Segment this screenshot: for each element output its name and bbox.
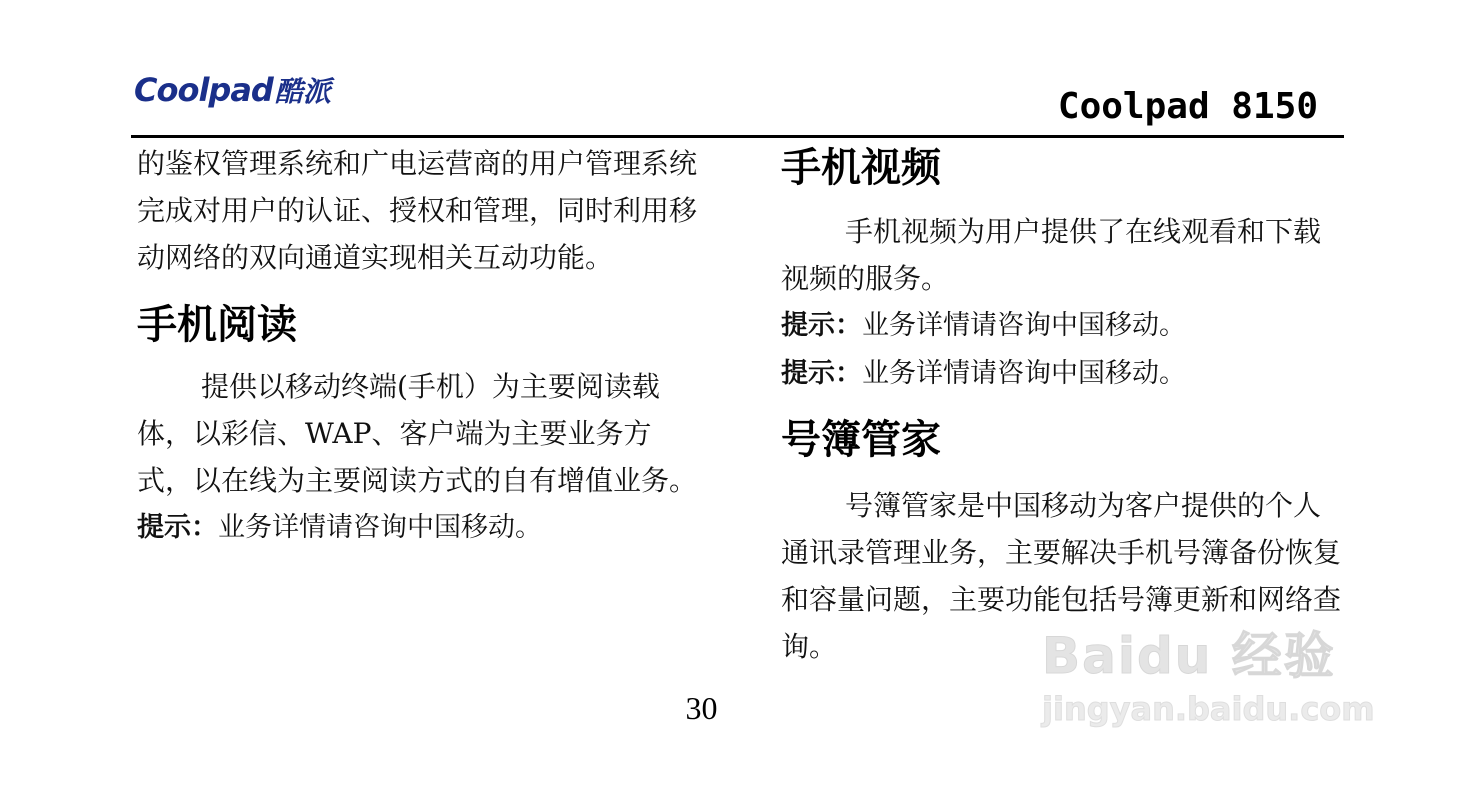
tip-label: 提示： <box>781 310 862 341</box>
tip-label: 提示： <box>137 512 218 543</box>
page-number: 30 <box>685 690 718 726</box>
tip-text: 业务详情请咨询中国移动。 <box>862 310 1186 341</box>
baidu-watermark <box>1042 616 1382 734</box>
tip-line <box>781 302 1341 350</box>
intro-paragraph: 的鉴权管理系统和广电运营商的用户管理系统完成对用户的认证、授权和管理，同时利用移动网络的双向通道实现相关互动功能。 <box>137 147 698 274</box>
section-title-mobile-reading: 手机阅读 <box>137 302 297 348</box>
section-title-mobile-video: 手机视频 <box>781 145 941 191</box>
mobile-reading-paragraph: 提供以移动终端(手机）为主要阅读载体，以彩信、WAP、客户端为主要业务方式，以在线为主要阅读方式的自有增值业务。 <box>137 370 698 497</box>
tip-line <box>781 350 1341 398</box>
tip-line <box>137 504 702 552</box>
logo-cjk: 酷派 <box>274 75 331 108</box>
contacts-manager-paragraph: 号簿管家是中国移动为客户提供的个人通讯录管理业务，主要解决手机号簿备份恢复和容量问题，主要功能包括号簿更新和网络查询。 <box>781 489 1342 663</box>
watermark-url: jingyan.baidu.com <box>1042 690 1375 728</box>
right-column <box>781 140 1341 670</box>
coolpad-logo <box>134 70 331 109</box>
model-name: Coolpad 8150 <box>1057 86 1318 127</box>
mobile-video-paragraph: 手机视频为用户提供了在线观看和下载视频的服务。 <box>781 215 1322 295</box>
tip-text: 业务详情请咨询中国移动。 <box>218 512 542 543</box>
logo-latin: Coolpad <box>134 71 273 109</box>
tip-label: 提示： <box>781 358 862 389</box>
header-rule <box>131 135 1344 138</box>
watermark-brand: Baidu 经验 <box>1042 627 1336 685</box>
tip-text: 业务详情请咨询中国移动。 <box>862 358 1186 389</box>
left-column <box>137 140 702 552</box>
section-title-contacts-manager: 号簿管家 <box>781 417 941 463</box>
